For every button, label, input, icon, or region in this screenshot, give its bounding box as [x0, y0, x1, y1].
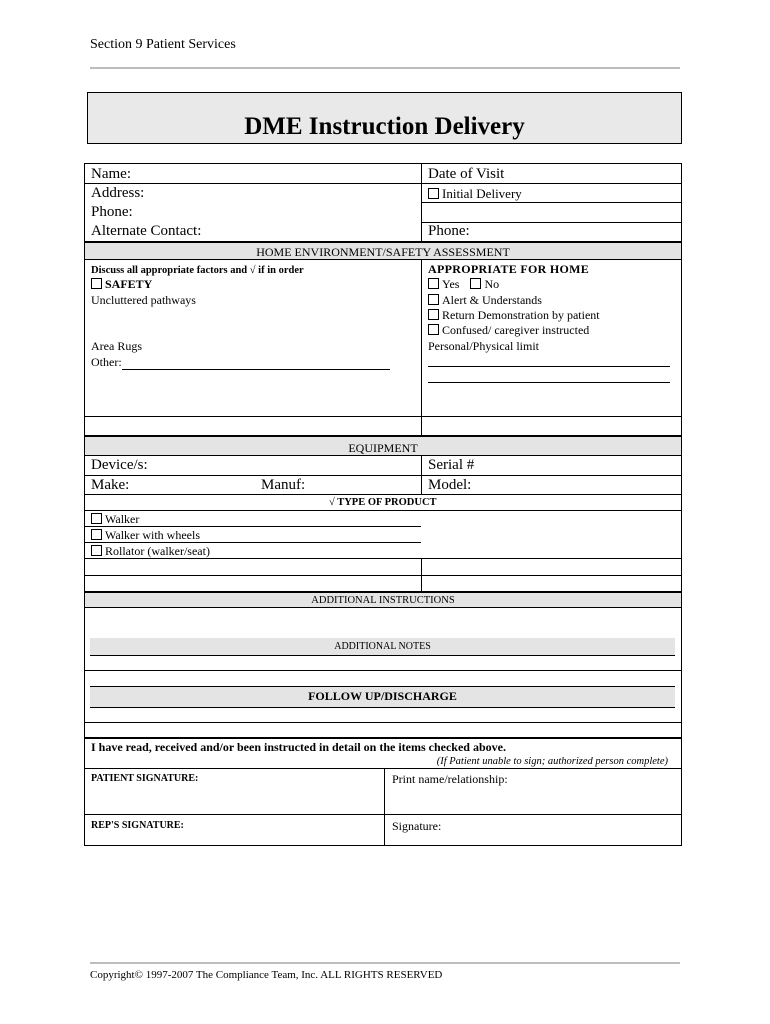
area-rugs-label: Area Rugs	[91, 339, 142, 353]
other-line[interactable]	[122, 358, 390, 370]
return-demo-checkbox[interactable]	[428, 309, 439, 320]
alert-option[interactable]	[428, 293, 542, 308]
divider	[84, 475, 682, 476]
walker-checkbox[interactable]	[91, 513, 102, 524]
rep-signature-field[interactable]	[92, 834, 377, 844]
phone2-label: Phone:	[428, 223, 470, 239]
rollator-checkbox[interactable]	[91, 545, 102, 556]
confused-checkbox[interactable]	[428, 324, 439, 335]
copyright-footer: Copyright© 1997-2007 The Compliance Team, Inc. ALL RIGHTS RESERVED	[90, 969, 443, 981]
phone-label: Phone:	[91, 204, 133, 220]
type-of-product-heading: √ TYPE OF PRODUCT	[329, 497, 437, 508]
rep-signature-label: REP'S SIGNATURE:	[91, 820, 184, 831]
divider	[84, 510, 682, 511]
additional-instructions-heading: ADDITIONAL INSTRUCTIONS	[311, 595, 455, 606]
walker-wheels-checkbox[interactable]	[91, 529, 102, 540]
serial-label: Serial #	[428, 457, 475, 473]
patient-signature-label: PATIENT SIGNATURE:	[91, 773, 199, 784]
patient-signature-field[interactable]	[92, 790, 377, 810]
signature-field[interactable]	[392, 834, 674, 844]
product-walker[interactable]	[91, 512, 311, 527]
make-label: Make:	[91, 477, 130, 493]
safety-checkbox[interactable]	[91, 278, 102, 289]
divider	[84, 814, 682, 815]
home-env-heading-bar	[84, 242, 682, 260]
divider	[84, 722, 682, 723]
initial-delivery-label: Initial Delivery	[442, 186, 522, 201]
divider	[84, 183, 682, 184]
model-label: Model:	[428, 477, 472, 493]
walker-label: Walker	[105, 512, 140, 526]
manuf-label: Manuf:	[261, 477, 306, 493]
acknowledgement-text: I have read, received and/or been instructed in detail on the items checked above.	[91, 740, 506, 754]
home-env-heading: HOME ENVIRONMENT/SAFETY ASSESSMENT	[256, 245, 510, 259]
initial-delivery-option[interactable]	[428, 186, 522, 202]
date-of-visit-label: Date of Visit	[428, 166, 505, 182]
product-rollator[interactable]	[91, 544, 386, 559]
yes-no-options	[428, 277, 499, 292]
devices-label: Device/s:	[91, 457, 148, 473]
alert-label: Alert & Understands	[442, 293, 542, 307]
divider	[84, 670, 682, 671]
signature-label: Signature:	[392, 819, 442, 833]
divider	[84, 416, 682, 417]
yes-checkbox[interactable]	[428, 278, 439, 289]
divider	[84, 575, 682, 576]
walker-wheels-line[interactable]	[200, 532, 370, 543]
footer-rule	[90, 962, 680, 964]
follow-up-bar	[90, 686, 675, 708]
additional-instructions-bar	[84, 592, 682, 608]
walker-wheels-label: Walker with wheels	[105, 528, 201, 542]
walker-line[interactable]	[139, 516, 311, 527]
no-label: No	[484, 277, 500, 291]
confused-option[interactable]	[428, 323, 589, 338]
safety-option[interactable]	[91, 277, 152, 292]
equipment-heading: EQUIPMENT	[348, 441, 418, 455]
appropriate-heading: APPROPRIATE FOR HOME	[428, 262, 590, 276]
other-label: Other:	[91, 355, 122, 369]
follow-up-heading: FOLLOW UP/DISCHARGE	[308, 689, 457, 703]
address-label: Address:	[91, 185, 145, 201]
rollator-line[interactable]	[210, 548, 386, 559]
safety-label: SAFETY	[105, 277, 153, 291]
divider	[421, 202, 682, 203]
additional-section	[84, 607, 682, 738]
unable-note: (If Patient unable to sign; authorized person complete)	[436, 756, 668, 767]
title-box	[87, 92, 682, 144]
page-header: Section 9 Patient Services	[90, 37, 236, 52]
discuss-instruction: Discuss all appropriate factors and √ if in order	[91, 265, 304, 276]
print-name-field[interactable]	[392, 790, 674, 810]
additional-notes-heading: ADDITIONAL NOTES	[334, 641, 431, 652]
form-title: DME Instruction Delivery	[244, 113, 525, 140]
initial-delivery-checkbox[interactable]	[428, 188, 439, 199]
uncluttered-label: Uncluttered pathways	[91, 293, 196, 307]
divider	[84, 768, 682, 769]
equipment-heading-bar	[84, 436, 682, 456]
return-demo-option[interactable]	[428, 308, 600, 323]
divider	[421, 259, 422, 436]
return-demo-label: Return Demonstration by patient	[442, 308, 600, 322]
no-checkbox[interactable]	[470, 278, 481, 289]
alternate-contact-label: Alternate Contact:	[91, 223, 202, 239]
print-name-label: Print name/relationship:	[392, 772, 508, 786]
personal-limit-line-1[interactable]	[428, 354, 670, 367]
other-field[interactable]	[91, 355, 390, 370]
name-label: Name:	[91, 166, 131, 182]
divider	[384, 768, 385, 846]
product-walker-wheels[interactable]	[91, 528, 370, 543]
personal-limit-label: Personal/Physical limit	[428, 339, 539, 353]
divider	[84, 494, 682, 495]
confused-label: Confused/ caregiver instructed	[442, 323, 590, 337]
yes-label: Yes	[442, 277, 460, 291]
rollator-label: Rollator (walker/seat)	[105, 544, 210, 558]
header-rule	[90, 67, 680, 69]
home-env-table	[84, 259, 682, 436]
additional-notes-bar	[90, 638, 675, 656]
personal-limit-line-2[interactable]	[428, 370, 670, 383]
alert-checkbox[interactable]	[428, 294, 439, 305]
